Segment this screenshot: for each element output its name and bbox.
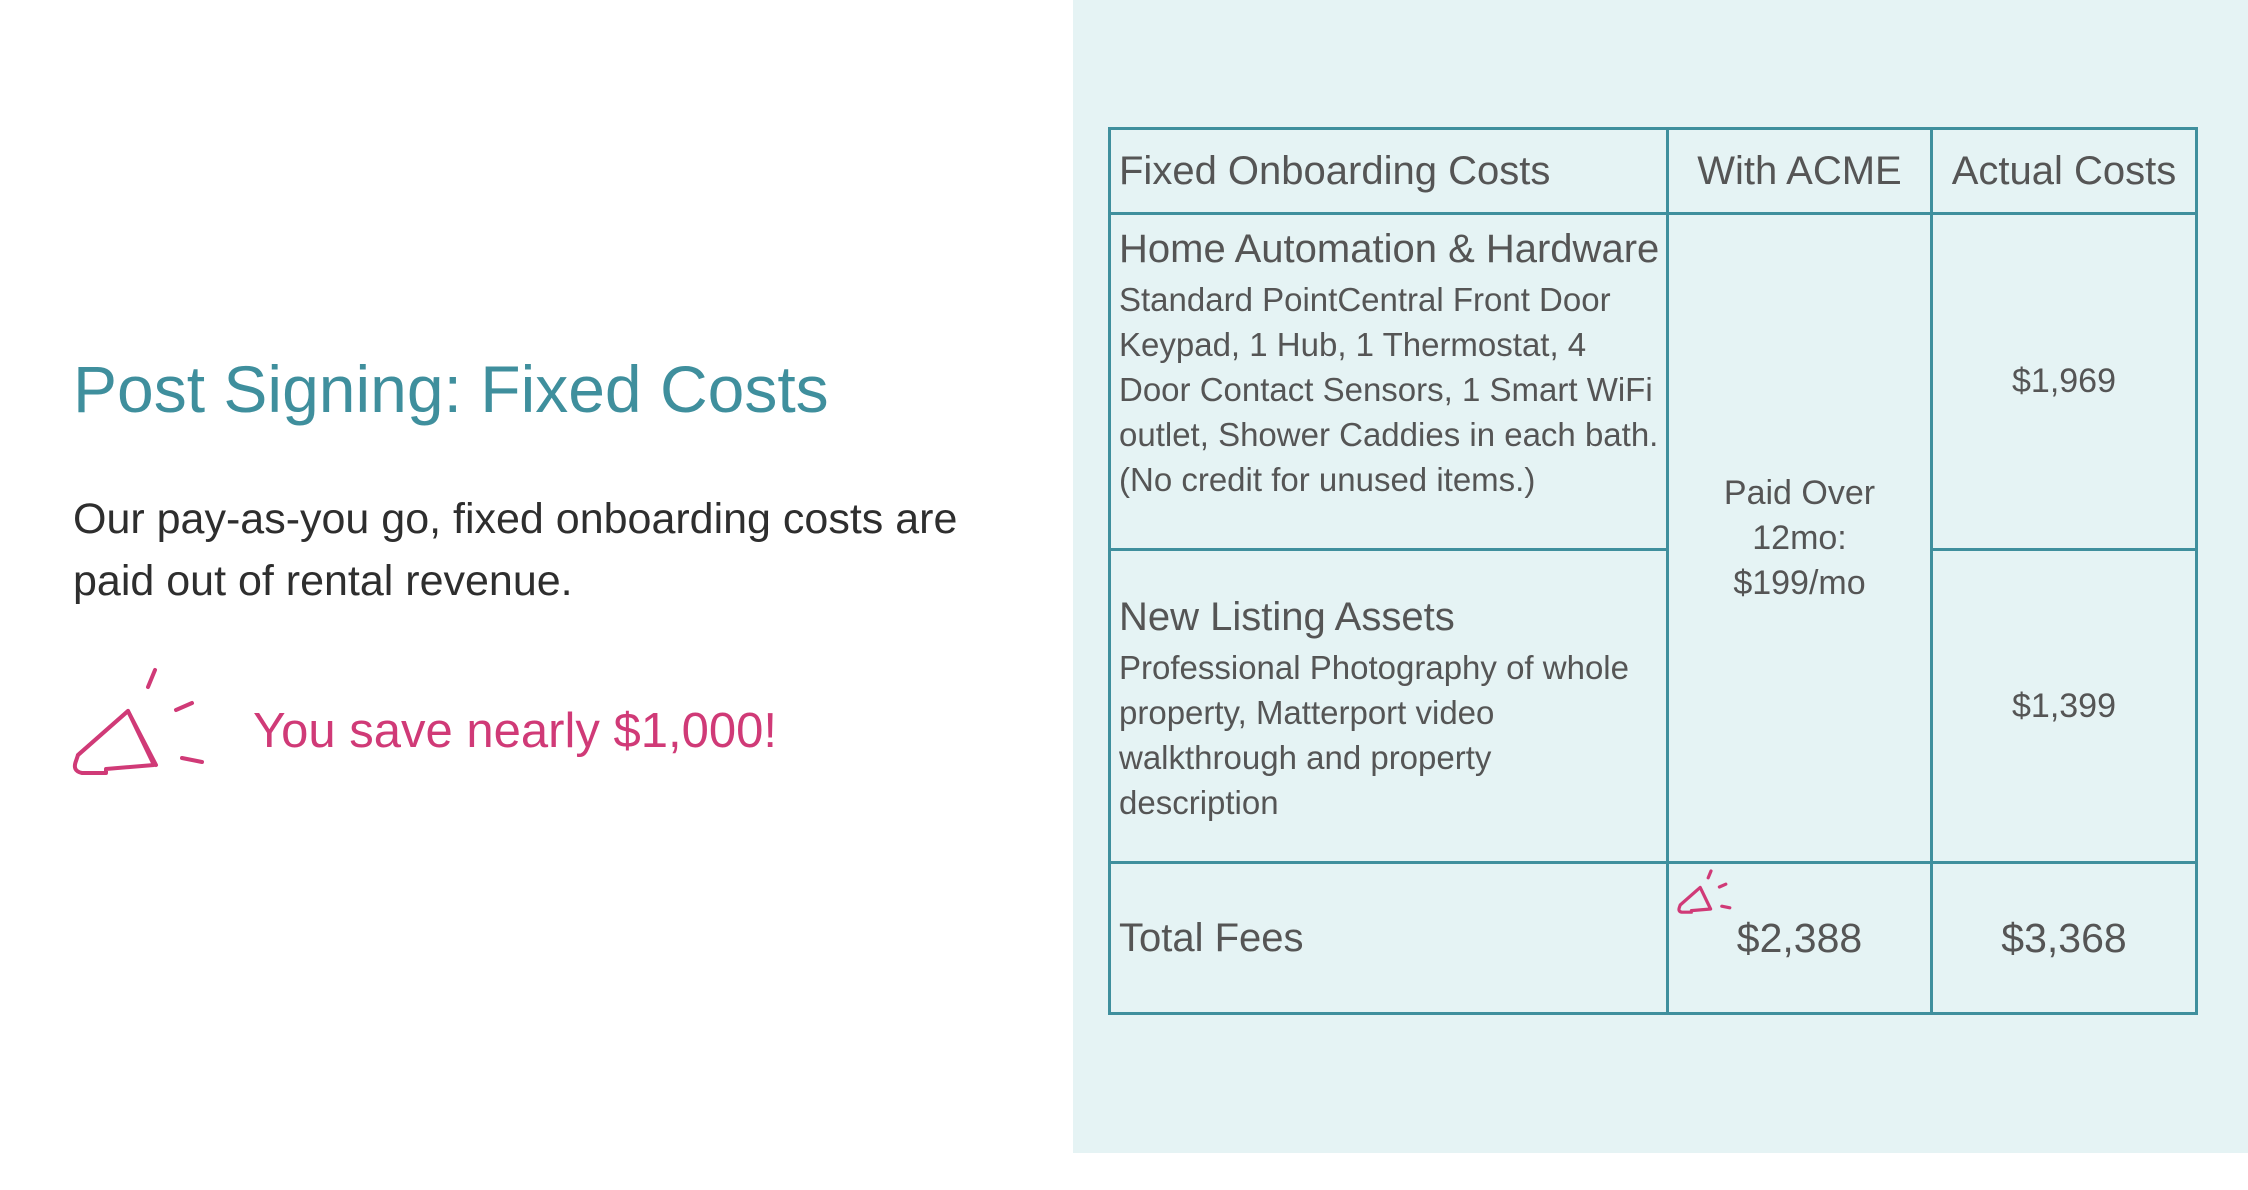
home-automation-cell: [1110, 214, 1668, 550]
acme-paid-line: 12mo:: [1752, 518, 1847, 557]
total-acme-value: $2,388: [1736, 914, 1863, 961]
header-actual-costs: Actual Costs: [1932, 129, 2197, 214]
total-fees-label: Total Fees: [1110, 863, 1668, 1014]
actual-cost-home-automation: $1,969: [1932, 214, 2197, 550]
new-listing-assets-cell: [1110, 550, 1668, 863]
megaphone-icon: [1677, 868, 1733, 914]
actual-cost-new-listing-assets: $1,399: [1932, 550, 2197, 863]
savings-callout-text: You save nearly $1,000!: [253, 704, 777, 758]
acme-paid-line: Paid Over: [1723, 473, 1876, 512]
table-row: [1110, 214, 2197, 550]
item-description: Professional Photography of whole property, Matterport video walkthrough and property description: [1119, 649, 1629, 821]
total-actual-value: $3,368: [1932, 863, 2197, 1014]
acme-paid-line: $199/mo: [1733, 563, 1866, 602]
fixed-costs-table: [1108, 127, 2198, 1015]
header-with-acme: With ACME: [1668, 129, 1932, 214]
megaphone-icon: [70, 665, 210, 775]
slide-title: Post Signing: Fixed Costs: [73, 352, 829, 426]
item-description: Standard PointCentral Front Door Keypad, 1 Hub, 1 Thermostat, 4 Door Contact Sensors, 1 Smart WiFi outlet, Shower Caddies in each bath. (No credit for unused items.): [1119, 281, 1659, 498]
slide-body-text: Our pay-as-you go, fixed onboarding costs are paid out of rental revenue.: [73, 495, 958, 605]
total-row: [1110, 863, 2197, 1014]
item-title: New Listing Assets: [1119, 595, 1455, 639]
table-header-row: [1110, 129, 2197, 214]
total-acme-cell: [1668, 863, 1932, 1014]
item-title: Home Automation & Hardware: [1119, 227, 1660, 271]
acme-payment-plan: [1668, 214, 1932, 863]
header-fixed-onboarding-costs: Fixed Onboarding Costs: [1110, 129, 1668, 214]
table-row: [1110, 550, 2197, 863]
